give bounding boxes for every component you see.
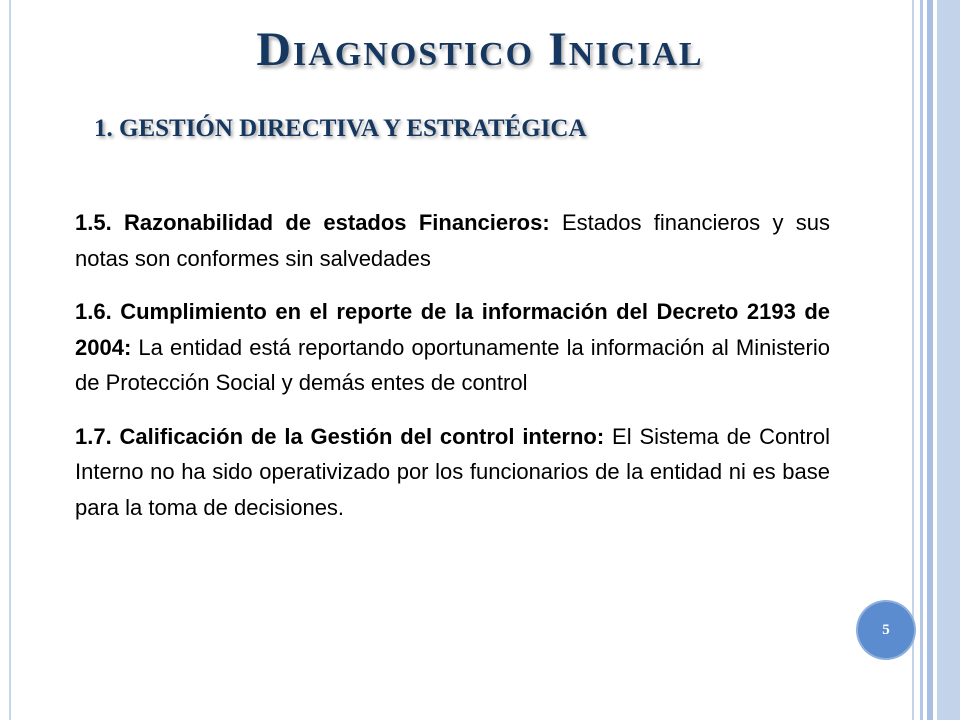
slide-subtitle: 1. GESTIÓN DIRECTIVA Y ESTRATÉGICA: [94, 115, 587, 142]
item-1-6: [75, 294, 830, 401]
item-heading: 1.6. Cumplimiento en el reporte de la información del Decreto 2193 de 2004:: [75, 299, 830, 360]
item-text: Estados financieros y sus notas son conformes sin salvedades: [75, 210, 830, 271]
slide-title: Diagnostico Inicial: [256, 23, 704, 76]
item-heading: 1.7. Calificación de la Gestión del control interno:: [75, 423, 605, 449]
page-number: 5: [882, 621, 890, 638]
left-border-line: [9, 0, 11, 720]
right-decorative-stripes: [910, 0, 960, 720]
item-text: La entidad está reportando oportunamente la información al Ministerio de Protección Social y demás entes de control: [75, 334, 830, 395]
slide-body: [75, 205, 830, 543]
page-number-badge: [858, 602, 914, 658]
item-text: El Sistema de Control Interno no ha sido operativizado por los funcionarios de la entidad ni es base para la toma de decisiones.: [75, 423, 830, 520]
item-1-7: [75, 419, 830, 526]
item-heading: 1.5. Razonabilidad de estados Financieros:: [75, 210, 550, 235]
item-1-5: [75, 205, 830, 276]
